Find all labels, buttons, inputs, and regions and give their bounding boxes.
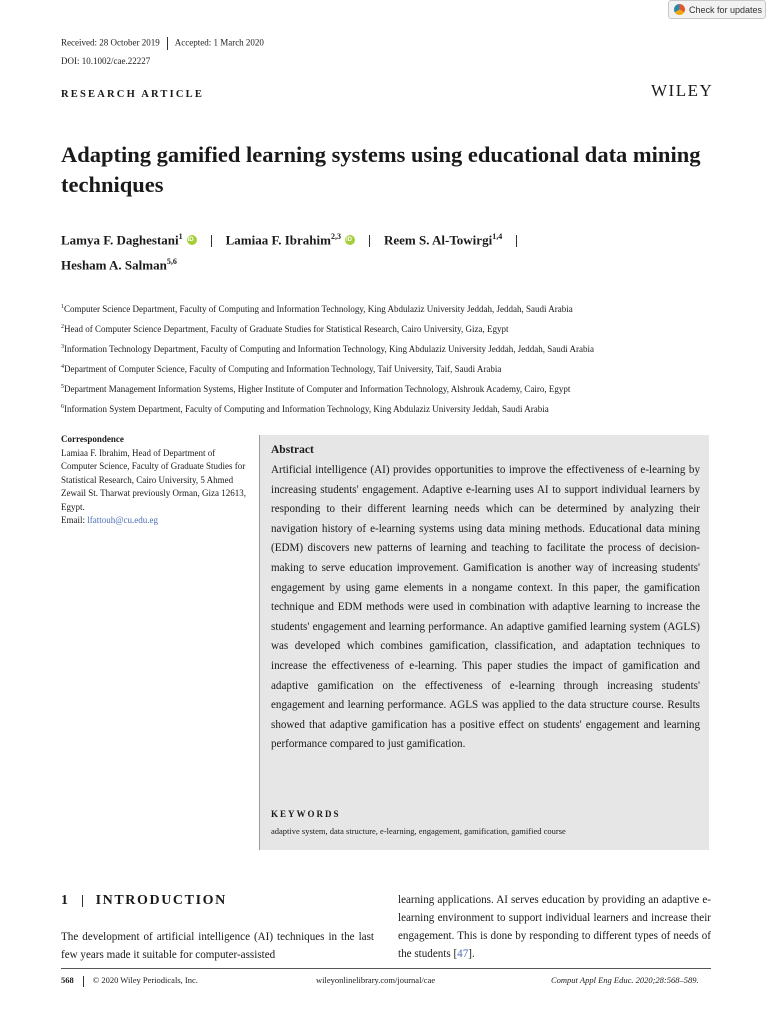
affiliations [61,298,721,418]
footer-left [61,975,198,987]
affiliation: $^4$Department of Computer Science, Faculty of Computing and Information Technology, Taif University, Taif, Saudi Arabia [61,364,502,374]
paper-title: Adapting gamified learning systems using educational data mining techniques [61,142,701,197]
journal-url: wileyonlinelibrary.com/journal/cae [316,975,436,985]
author-affil: 5,6 [166,257,177,267]
intro-text-end: ]. [468,948,475,960]
article-type: RESEARCH ARTICLE [61,89,205,100]
reference-link[interactable]: 47 [457,948,469,960]
author-name: Hesham A. Salman [61,257,167,273]
email-label: Email: [61,515,88,525]
copyright: © 2020 Wiley Periodicals, Inc. [92,975,198,985]
author-affil: 1,4 [492,232,503,241]
intro-column-left: The development of artificial intelligence (AI) techniques in the last few years made it suitable for computer-assisted [61,931,374,961]
affiliation: $^5$Department Management Information Systems, Higher Institute of Computer and Information Technology, Alshrouk Academy, Cairo, Egypt [61,384,571,394]
affiliation: $^3$Information Technology Department, Faculty of Computing and Information Technology, King Abdulaziz University Jeddah, Jeddah, Saudi Arabia [61,344,594,354]
check-for-updates-button[interactable] [668,0,766,19]
page-number: 568 [61,975,74,985]
divider [516,235,517,247]
keywords-heading: KEYWORDS [271,809,341,819]
correspondence [61,433,251,528]
divider [83,976,84,987]
orcid-icon[interactable] [345,235,355,245]
author-affil: 2,3 [330,232,341,241]
abstract-rule [259,435,260,850]
author-affil: 1 [178,232,183,241]
abstract-text: Artificial intelligence (AI) provides opportunities to improve the effectiveness of e-learning by increasing students' engagement. Adaptive e-learning uses AI to support individual learners by responding to their different learning needs which can be determined by analyzing their navigation history of e-learning systems using data mining methods. Educational data mining (EDM) discovers new patterns of learning and teaching to facilitate the process of decision-making to serve education improvement. Gamification is another way of increasing students' engagement by using game elements in a nongame context. In this paper, the gamification technique and EDM methods were used in combination with adaptive learning to increase the students' engagement and learning performance. An adaptive gamified learning system (AGLS) was developed which combines gamification, classification, and adaptation techniques to increase the effectiveness of e-learning. This paper studies the impact of gamification and adaptive gamification on the effectiveness of e-learning through increasing students' engagement and learning performance. AGLS was applied to the data structure course. Results showed that adaptive gamification has a positive effect on students' engagement and learning performance compared to just gamification. [271,464,700,751]
keywords: adaptive system, data structure, e-learning, engagement, gamification, gamified course [271,826,566,836]
divider [167,37,168,50]
footer-rule [61,968,711,969]
author-name: Reem S. Al-Towirgi [383,232,493,248]
doi: DOI: 10.1002/cae.22227 [61,56,151,66]
section-number: 1 [61,893,70,908]
abstract-box [259,435,709,850]
received-date: Received: 28 October 2019 [61,37,160,48]
correspondence-heading: Correspondence [61,434,124,444]
author-list [61,226,741,277]
correspondence-body: Lamiaa F. Ibrahim, Head of Department of Computer Science, Faculty of Graduate Studies for Statistical Research, Cairo University, 5 Ahmed Zewail St. Tharwat previously Orman, Giza 12613, Egypt. [61,447,247,512]
divider [211,235,212,247]
intro-text: learning applications. AI serves education by providing an adaptive e-learning environment to support individual learners and increase their engagement. This is done by responding to different types of needs of the students [ [398,894,711,960]
email-link[interactable]: lfattouh@cu.edu.eg [87,515,159,525]
dates-line [61,37,264,50]
author-name: Lamiaa F. Ibrahim [225,232,331,248]
publisher-logo: WILEY [651,81,714,100]
author-name: Lamya F. Daghestani [61,232,179,248]
section-heading [61,893,227,909]
divider [82,895,83,907]
orcid-icon[interactable] [187,235,197,245]
crossmark-icon [674,4,685,15]
divider [369,235,370,247]
affiliation: $^1$Computer Science Department, Faculty of Computing and Information Technology, King Abdulaziz University Jeddah, Jeddah, Saudi Arabia [61,304,573,314]
citation: Comput Appl Eng Educ. 2020;28:568–589. [551,975,699,985]
affiliation: $^6$Information System Department, Faculty of Computing and Information Technology, King Abdulaziz University Jeddah, Saudi Arabia [61,404,549,414]
abstract-heading: Abstract [271,444,314,456]
check-for-updates-label: Check for updates [689,4,763,15]
section-title: INTRODUCTION [95,893,227,908]
accepted-date: Accepted: 1 March 2020 [174,37,264,48]
affiliation: $^2$Head of Computer Science Department, Faculty of Graduate Studies for Statistical Research, Cairo University, Giza, Egypt [61,324,509,334]
intro-column-right [398,891,711,963]
